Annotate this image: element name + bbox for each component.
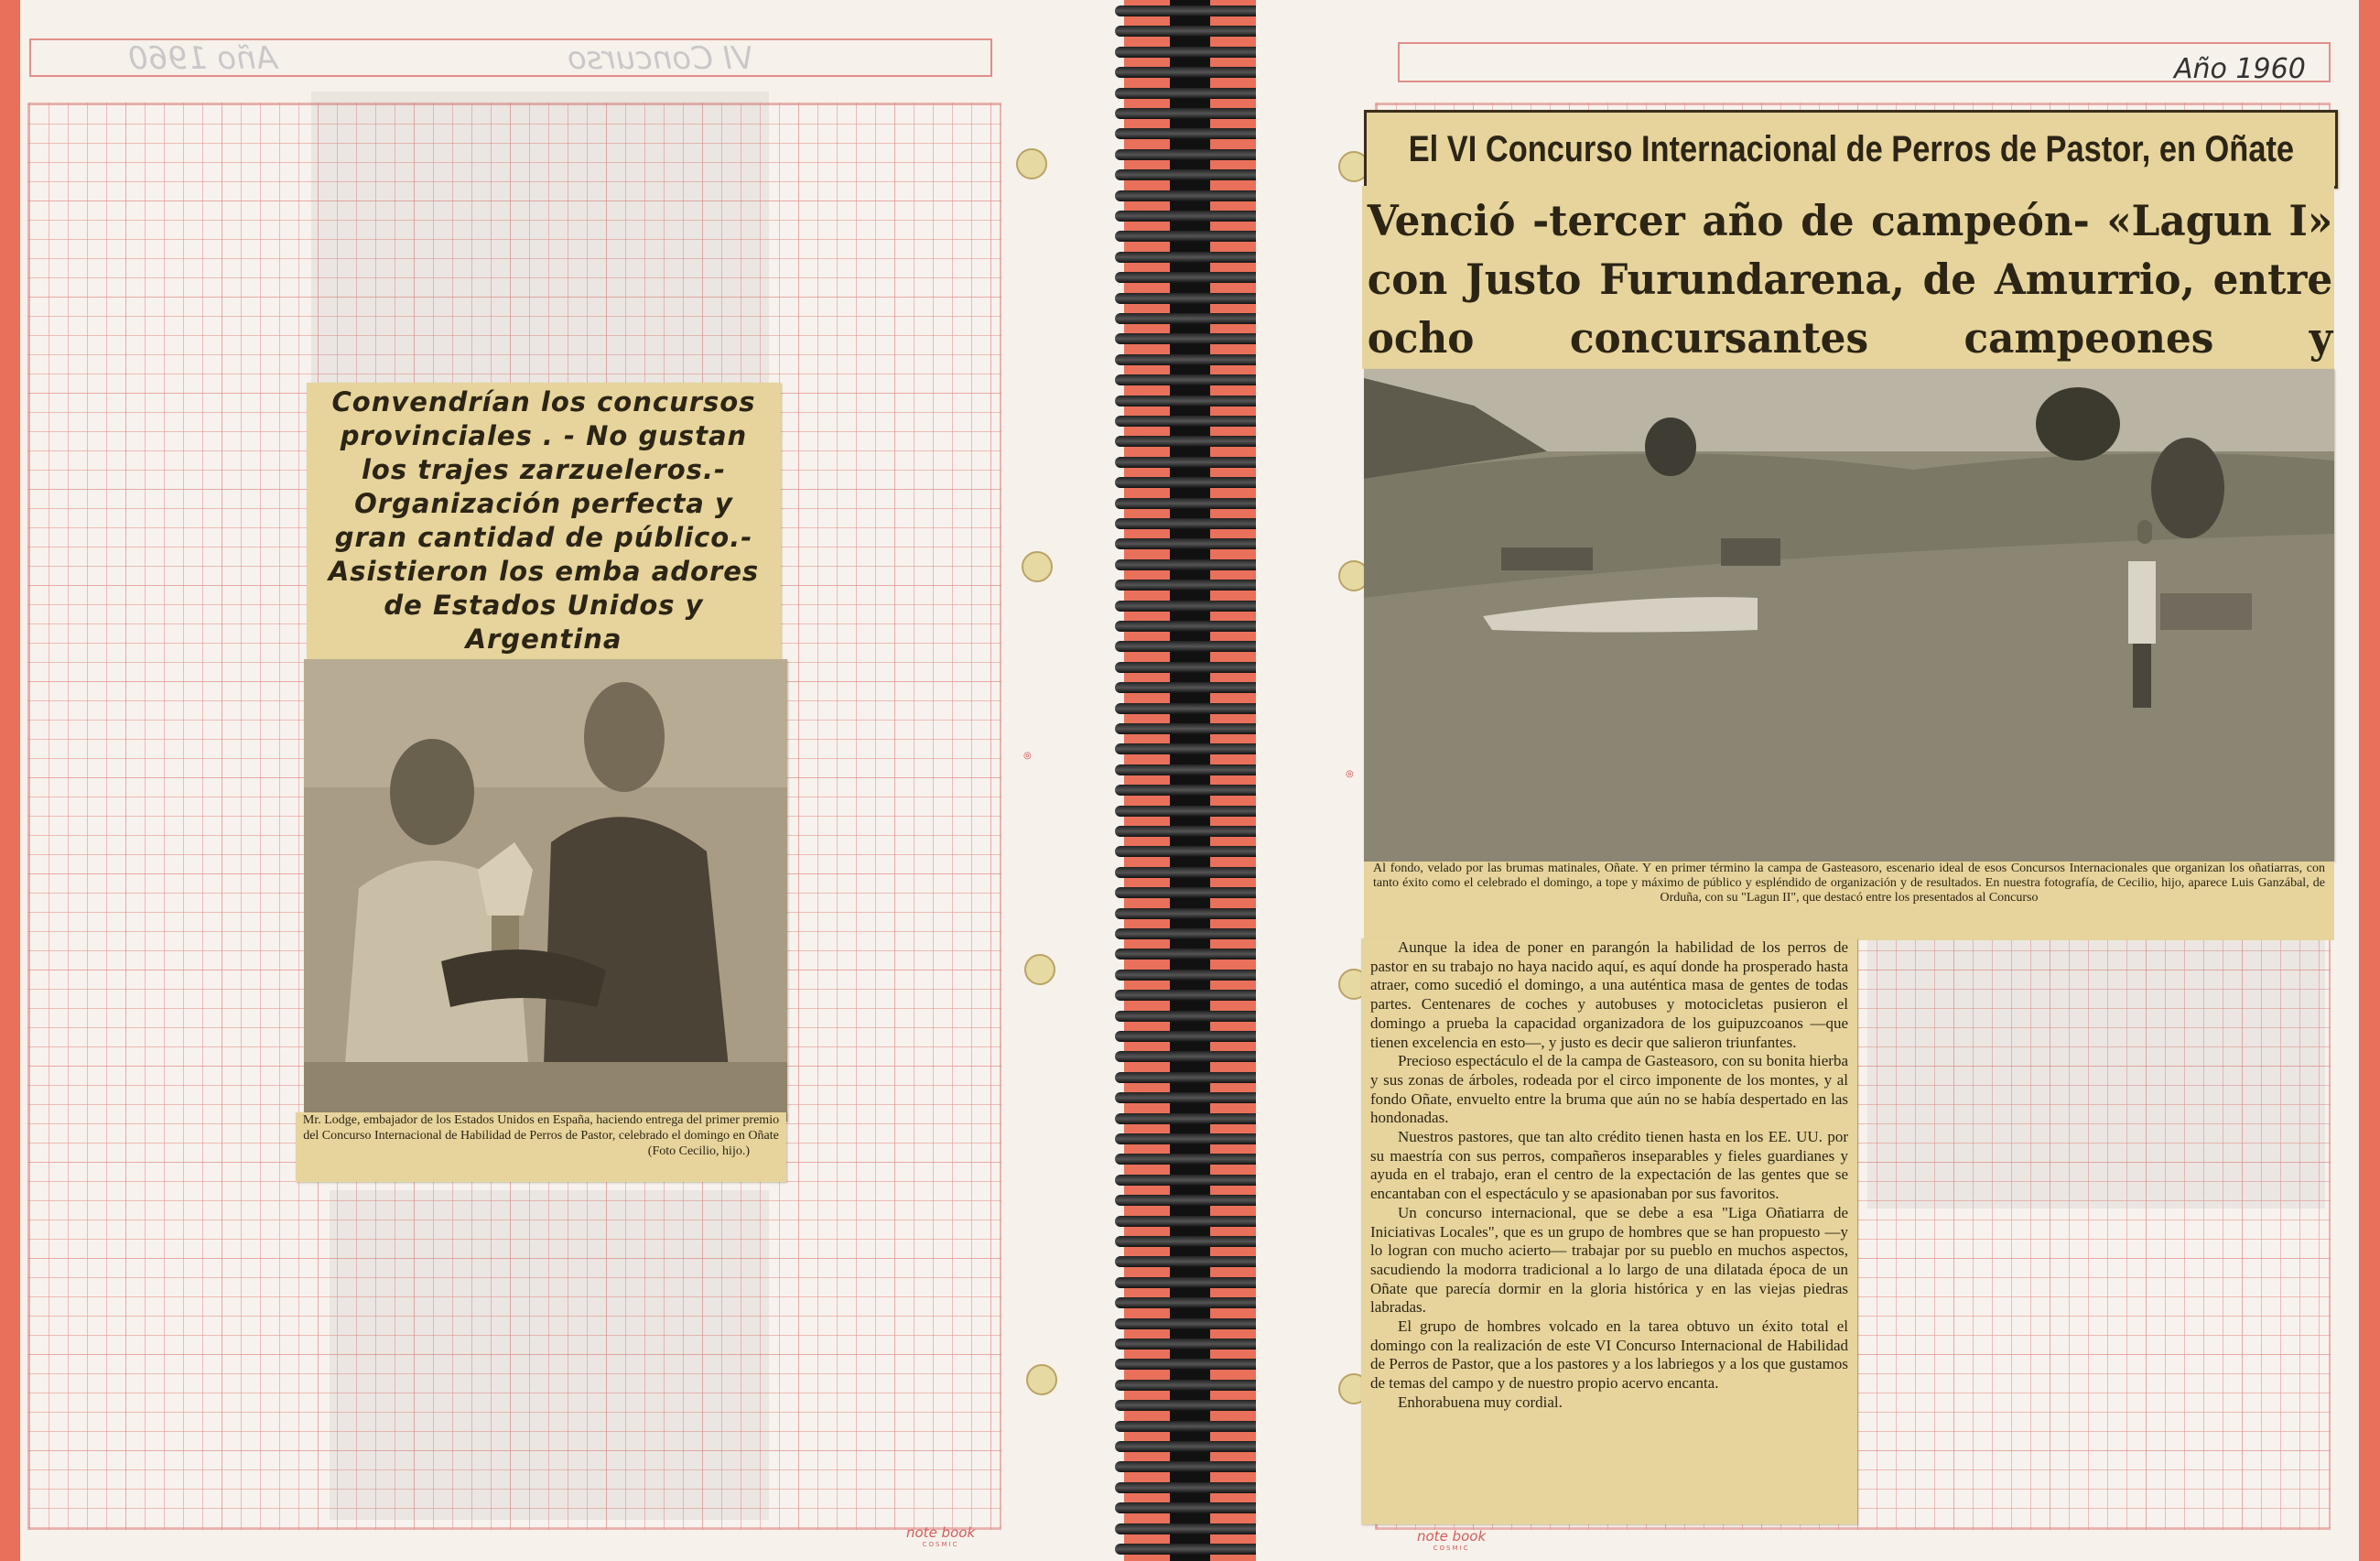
binding-ring [1115, 1544, 1265, 1555]
punch-hole [1024, 954, 1055, 985]
binding-ring [1115, 559, 1265, 570]
binding-ring [1115, 538, 1265, 549]
binding-ring [1115, 764, 1265, 775]
binding-ring [1115, 1297, 1265, 1308]
binding-ring [1115, 272, 1265, 283]
binding-ring [1115, 1380, 1265, 1391]
binding-ring [1115, 252, 1265, 263]
binding-ring [1115, 928, 1265, 939]
left-photo-credit: (Foto Cecilio, hijo.) [647, 1144, 750, 1158]
binding-ring [1115, 1051, 1265, 1062]
body-paragraph: El grupo de hombres volcado en la tarea obtuvo un éxito total el domingo con la realización de este VI Concurso Internacional de Habilidad de Perros de Pastor, que a los pastores y a los labriegos y a los que gustamos de temas del campo y de nuestro propio acervo encanta. [1370, 1317, 1848, 1393]
binding-ring [1115, 1523, 1265, 1534]
right-clipping-headline [1362, 186, 2334, 369]
binding-ring [1115, 88, 1265, 99]
binding-ring [1115, 5, 1265, 16]
binding-ring [1115, 1502, 1265, 1513]
right-caption-text: Al fondo, velado por las brumas matinales, Oñate. Y en primer término la campa de Gasteasoro, escenario ideal de esos Concursos Internacionales que organizan los oñatiarras, con tanto éxito como el celebrado el domingo, a tope y máximo de público y espléndido de organización y de resultados. En nuestra fotografía, de Cecilio, hijo, aparece Luis Ganzábal, de Orduña, con su "Lagun II", que destacó entre los presentados al Concurso [1373, 862, 2325, 905]
binding-ring [1115, 231, 1265, 242]
right-clipping-body [1361, 938, 1857, 1524]
binding-ring [1115, 621, 1265, 632]
notebook-brand-sub: COSMIC [1433, 1545, 1470, 1552]
page-stamp-mark: ◎ [1346, 769, 1354, 779]
binding-ring [1115, 785, 1265, 796]
notebook-brand-sub: COSMIC [922, 1541, 959, 1548]
binding-ring [1115, 47, 1265, 58]
binding-ring [1115, 846, 1265, 857]
binding-ring [1115, 1011, 1265, 1022]
punch-hole [1022, 551, 1053, 582]
left-caption-text: Mr. Lodge, embajador de los Estados Unidos en España, haciendo entrega del primer premio del Concurso Internacional de Habilidad de Perros de Pastor, celebrado el domingo en Oñate [302, 1113, 780, 1143]
binding-ring [1115, 743, 1265, 754]
binding-ring [1115, 723, 1265, 734]
binding-ring [1115, 1256, 1265, 1267]
punch-hole [1016, 148, 1047, 179]
binding-ring [1115, 293, 1265, 304]
binding-ring [1115, 1482, 1265, 1493]
notebook-brand-mark [906, 1524, 976, 1551]
body-paragraph: Un concurso internacional, que se debe a esa "Liga Oñatiarra de Iniciativas Locales", que es un grupo de hombres que se han propuesto —y lo logran con mucho acierto— trabajar por su pueblo en muchos aspectos, sacudiendo la modorra tradicional a lo largo de una dilatada época de un Oñate que parecía dormir en la gloria histórica y en las viejas piedras labradas. [1370, 1203, 1848, 1317]
left-faint-title: VI Concurso [568, 40, 753, 77]
binding-ring [1115, 354, 1265, 365]
binding-ring [1115, 457, 1265, 468]
punch-hole [1026, 1364, 1057, 1395]
binding-ring [1115, 169, 1265, 180]
binding-ring [1115, 149, 1265, 160]
binding-ring [1115, 477, 1265, 488]
sheep-field-photo [1364, 369, 2334, 862]
binding-ring [1115, 1400, 1265, 1411]
bleed-through-shadow [330, 1190, 769, 1520]
right-year-handwriting: Año 1960 [2174, 53, 2306, 85]
binding-ring [1115, 190, 1265, 201]
notebook-brand-name: note book [906, 1524, 976, 1541]
binding-ring [1115, 128, 1265, 139]
binding-ring [1115, 26, 1265, 37]
binding-ring [1115, 108, 1265, 119]
right-title-text: El VI Concurso Internacional de Perros de Pastor, en Oñate [1408, 128, 2294, 169]
binding-ring [1115, 1461, 1265, 1472]
binding-ring [1115, 498, 1265, 509]
binding-ring [1115, 990, 1265, 1001]
binding-ring [1115, 396, 1265, 407]
binding-ring [1115, 1175, 1265, 1186]
binding-ring [1115, 518, 1265, 529]
binding-ring [1115, 1092, 1265, 1103]
page-stamp-mark: ◎ [1023, 751, 1032, 761]
binding-ring [1115, 1236, 1265, 1247]
binding-ring [1115, 1318, 1265, 1329]
notebook-brand-name: note book [1417, 1528, 1487, 1545]
binding-ring [1115, 580, 1265, 591]
binding-ring [1115, 949, 1265, 959]
right-clipping-title [1364, 110, 2338, 189]
binding-ring [1115, 1421, 1265, 1432]
binding-ring [1115, 703, 1265, 714]
binding-ring [1115, 1441, 1265, 1452]
bleed-through-shadow [311, 92, 769, 385]
binding-ring [1115, 908, 1265, 919]
binding-ring [1115, 1154, 1265, 1165]
left-faint-year: Año 1960 [128, 40, 277, 77]
right-headline-text: Venció -tercer año de campeón- «Lagun I» con Justo Furundarena, de Amurrio, entre ocho concursantes campeones y [1367, 196, 2333, 363]
binding-ring [1115, 1277, 1265, 1288]
binding-ring [1115, 806, 1265, 817]
binding-ring [1115, 1031, 1265, 1042]
binding-ring [1115, 1133, 1265, 1144]
binding-ring [1115, 1195, 1265, 1206]
binding-ring [1115, 641, 1265, 652]
binding-ring [1115, 211, 1265, 222]
binding-ring [1115, 1359, 1265, 1370]
binding-ring [1115, 416, 1265, 427]
binding-ring [1115, 601, 1265, 612]
spiral-binding [1115, 0, 1265, 1561]
binding-ring [1115, 887, 1265, 898]
left-clipping-headline [307, 383, 781, 659]
binding-ring [1115, 867, 1265, 878]
binding-ring [1115, 1113, 1265, 1124]
body-paragraph: Aunque la idea de poner en parangón la habilidad de los perros de pastor en su trabajo no haya nacido aquí, es aquí donde ha prosperado hasta atraer, como sucedió el domingo, a una auténtica masa de gentes de todas partes. Centenares de coches y autobuses y motocicletas pusieron el domingo a prueba la capacidad organizadora de los guipuzcoanos —que tienen excelencia en esto—, y justo es decir que salieron triunfantes. [1370, 938, 1848, 1051]
binding-ring [1115, 826, 1265, 837]
binding-ring [1115, 1072, 1265, 1083]
binding-ring [1115, 333, 1265, 344]
body-paragraph: Nuestros pastores, que tan alto crédito tienen hasta en los EE. UU. por su maestría con sus perros, compañeros inseparables y fieles guardianes y ayuda en el trabajo, eran el centro de la expectación de las gentes que se encantaban con el espectáculo y se apasionaban por sus favoritos. [1370, 1128, 1848, 1203]
binding-ring [1115, 374, 1265, 385]
binding-ring [1115, 970, 1265, 981]
binding-ring [1115, 67, 1265, 78]
bleed-through-shadow [1867, 934, 2325, 1209]
left-clipping-photo [304, 659, 787, 1122]
left-clipping-caption [296, 1112, 786, 1182]
body-paragraph: Enhorabuena muy cordial. [1398, 1393, 1563, 1411]
binding-ring [1115, 313, 1265, 324]
binding-ring [1115, 682, 1265, 693]
left-headline-text: Convendrían los concursos provinciales . - No gustan los trajes zarzueleros.- Organización perfecta y gran cantidad de público.-Asistieron los emba adores de Estados Unidos y Argentina [328, 386, 760, 655]
binding-ring [1115, 1216, 1265, 1227]
notebook-brand-mark [1417, 1528, 1487, 1555]
right-clipping-caption [1364, 862, 2334, 940]
binding-ring [1115, 1339, 1265, 1350]
two-men-trophy-photo [304, 659, 787, 1122]
binding-ring [1115, 436, 1265, 447]
body-paragraph: Precioso espectáculo el de la campa de Gasteasoro, con su bonita hierba y sus zonas de árboles, rodeada por el circo imponente de los montes, y al fondo Oñate, envuelto entre la bruma que aún no se había despertado en las hondonadas. [1370, 1052, 1848, 1127]
right-clipping-photo [1364, 369, 2334, 862]
binding-ring [1115, 662, 1265, 673]
